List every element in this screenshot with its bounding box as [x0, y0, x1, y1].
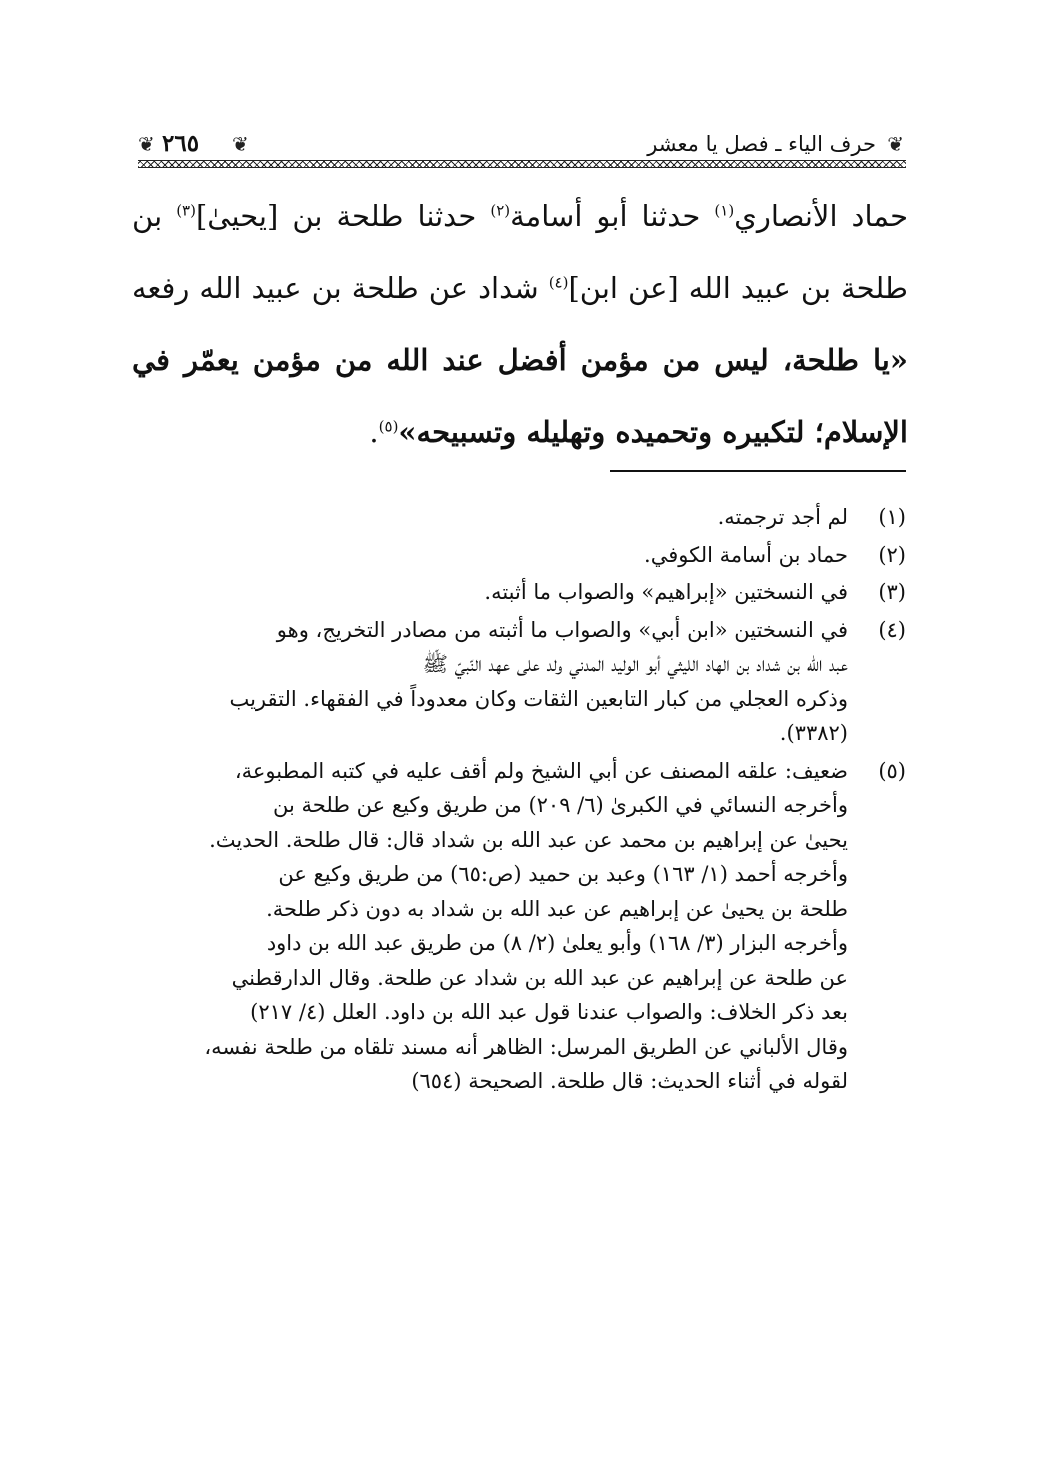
footnote-line: عن طلحة عن إبراهيم عن عبد الله بن شداد عن طلحة. وقال الدارقطني [231, 965, 848, 990]
footnote-1 [140, 500, 906, 535]
main-text [132, 180, 908, 468]
footnote-divider [610, 470, 906, 472]
ornament-icon: ❦ [887, 132, 904, 156]
text-segment: حدثنا أبو أسامة [510, 199, 701, 233]
footnote-ref: (٤) [548, 273, 569, 292]
footnote-line: (٣٣٨٢). [779, 721, 848, 745]
footnotes [140, 500, 906, 1102]
footnote-line: في النسختين «إبراهيم» والصواب ما أثبته. [484, 580, 848, 604]
footnote-number: (٢) [878, 542, 906, 567]
footnote-line: وذكره العجلي من كبار التابعين الثقات وكان معدوداً في الفقهاء. التقريب [229, 686, 848, 711]
footnote-number: (٥) [878, 758, 906, 783]
footnote-text [140, 754, 848, 1099]
footnote-ref: (٣) [176, 201, 196, 220]
footnote-4 [140, 613, 906, 751]
footnote-line: في النسختين «ابن أبي» والصواب ما أثبته من مصادر التخريج، وهو [276, 617, 848, 642]
hadith-quote: «يا طلحة، ليس من مؤمن أفضل عند الله من مؤمن يعمّر في الإسلام؛ لتكبيره وتحميده وتهليله وتسبيحه» [132, 343, 908, 449]
hadith-paragraph [132, 180, 908, 468]
footnote-text [140, 538, 848, 573]
header-rule [138, 160, 906, 168]
footnote-ref: (٥) [378, 417, 399, 436]
footnote-line: وأخرجه النسائي في الكبرىٰ (٦/ ٢٠٩) من طريق وكيع عن طلحة بن [273, 793, 848, 817]
footnote-line: وقال الألباني عن الطريق المرسل: الظاهر أنه مسند تلقاه من طلحة نفسه، [204, 1034, 848, 1059]
footnote-5 [140, 754, 906, 1099]
footnote-text [140, 500, 848, 535]
footnote-number: (٣) [878, 580, 906, 604]
text-segment: بن [132, 199, 163, 233]
footnote-line: ضعيف: علقه المصنف عن أبي الشيخ ولم أقف عليه في كتبه المطبوعة، [234, 758, 848, 783]
page-number: ٢٦٥ [162, 130, 200, 157]
text-segment: . [369, 415, 379, 449]
text-segment: حماد الأنصاري [734, 199, 908, 233]
footnote-text [140, 575, 848, 610]
running-header [138, 130, 906, 164]
text-segment: حدثنا طلحة بن [يحيىٰ] [195, 199, 477, 233]
footnote-ref: (١) [714, 201, 735, 220]
footnote-text [140, 613, 848, 751]
footnote-number: (١) [878, 505, 906, 529]
footnote-line: بعد ذكر الخلاف: والصواب عندنا قول عبد الله بن داود. العلل (٤/ ٢١٧) [250, 1000, 848, 1024]
chapter-title: حرف الياء ـ فصل يا معشر [647, 132, 876, 156]
footnote-number: (٤) [878, 617, 906, 642]
footnote-2 [140, 538, 906, 573]
text-segment: شداد عن طلحة بن عبيد الله رفعه [132, 271, 539, 305]
ornament-icon: ❦ [232, 132, 249, 156]
text-segment: طلحة بن عبيد الله [عن ابن] [568, 271, 909, 305]
footnote-3 [140, 575, 906, 610]
footnote-line: وأخرجه أحمد (١/ ١٦٣) وعبد بن حميد (ص:٦٥) من طريق وكيع عن [278, 862, 848, 886]
footnote-line: لم أجد ترجمته. [717, 505, 848, 529]
footnote-line: يحيىٰ عن إبراهيم بن محمد عن عبد الله بن شداد قال: قال طلحة. الحديث. [209, 827, 848, 852]
footnote-line: حماد بن أسامة الكوفي. [644, 542, 848, 567]
footnote-line: وأخرجه البزار (٣/ ١٦٨) وأبو يعلىٰ (٢/ ٨) من طريق عبد الله بن داود [266, 931, 848, 955]
footnote-ref: (٢) [490, 201, 511, 220]
ornament-icon: ❦ [138, 132, 155, 156]
footnote-line: طلحة بن يحيىٰ عن إبراهيم عن عبد الله بن شداد به دون ذكر طلحة. [266, 896, 848, 921]
footnote-line: عبد الله بن شداد بن الهاد الليثي أبو الوليد المدني ولد على عهد النّبيّ ﷺ [422, 652, 848, 676]
footnote-line: لقوله في أثناء الحديث: قال طلحة. الصحيحة (٦٥٤) [411, 1069, 848, 1093]
